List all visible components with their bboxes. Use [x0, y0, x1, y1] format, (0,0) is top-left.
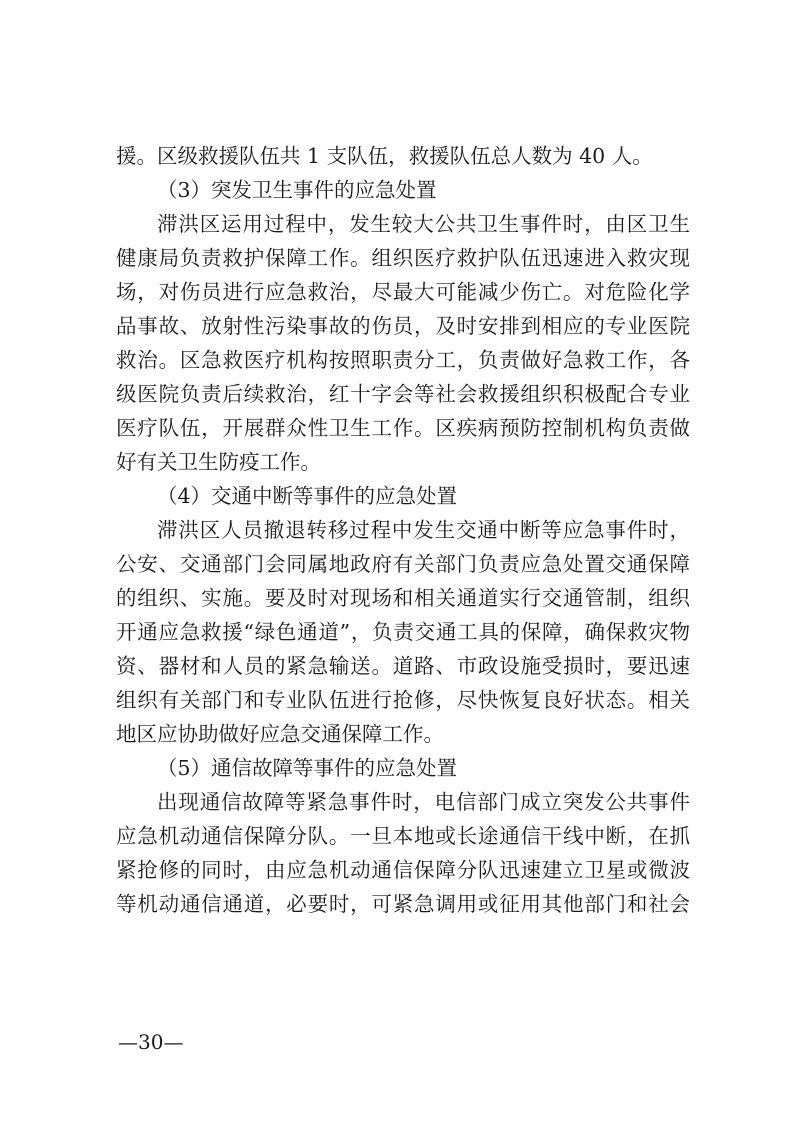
paragraph-line: 好有关卫生防疫工作。 — [116, 450, 321, 474]
paragraph-line: 地区应协助做好应急交通保障工作。 — [116, 722, 444, 746]
paragraph-line: 应急机动通信保障分队。一旦本地或长途通信干线中断，在抓 — [116, 824, 690, 848]
paragraph-line: 开通应急救援“绿色通道”，负责交通工具的保障，确保救灾物 — [116, 620, 690, 644]
paragraph-line: 的组织、实施。要及时对现场和相关通道实行交通管制，组织 — [116, 586, 690, 610]
paragraph-line: 滞洪区运用过程中，发生较大公共卫生事件时，由区卫生 — [157, 212, 690, 236]
paragraph-line: 级医院负责后续救治，红十字会等社会救援组织积极配合专业 — [116, 382, 690, 406]
paragraph-line: 场，对伤员进行应急救治，尽最大可能减少伤亡。对危险化学 — [116, 280, 690, 304]
paragraph-line: 等机动通信通道，必要时，可紧急调用或征用其他部门和社会 — [116, 892, 690, 916]
paragraph-line: 医疗队伍，开展群众性卫生工作。区疾病预防控制机构负责做 — [116, 416, 690, 440]
section-heading-traffic-emergency: （4）交通中断等事件的应急处置 — [157, 484, 458, 508]
paragraph-continuation-line: 援。区级救援队伍共 1 支队伍，救援队伍总人数为 40 人。 — [116, 144, 653, 168]
paragraph-line: 品事故、放射性污染事故的伤员，及时安排到相应的专业医院 — [116, 314, 690, 338]
paragraph-line: 公安、交通部门会同属地政府有关部门负责应急处置交通保障 — [116, 552, 690, 576]
paragraph-line: 滞洪区人员撤退转移过程中发生交通中断等应急事件时， — [157, 518, 690, 542]
paragraph-line: 紧抢修的同时，由应急机动通信保障分队迅速建立卫星或微波 — [116, 858, 690, 882]
section-heading-communication-emergency: （5）通信故障等事件的应急处置 — [157, 756, 458, 780]
paragraph-line: 救治。区急救医疗机构按照职责分工，负责做好急救工作，各 — [116, 348, 690, 372]
body-text — [116, 139, 690, 921]
paragraph-line: 组织有关部门和专业队伍进行抢修，尽快恢复良好状态。相关 — [116, 688, 690, 712]
paragraph-line: 出现通信故障等紧急事件时，电信部门成立突发公共事件 — [157, 790, 690, 814]
page-number: —30— — [118, 1030, 184, 1054]
paragraph-line: 资、器材和人员的紧急输送。道路、市政设施受损时，要迅速 — [116, 654, 690, 678]
section-heading-health-emergency: （3）突发卫生事件的应急处置 — [157, 178, 437, 202]
paragraph-line: 健康局负责救护保障工作。组织医疗救护队伍迅速进入救灾现 — [116, 246, 690, 270]
